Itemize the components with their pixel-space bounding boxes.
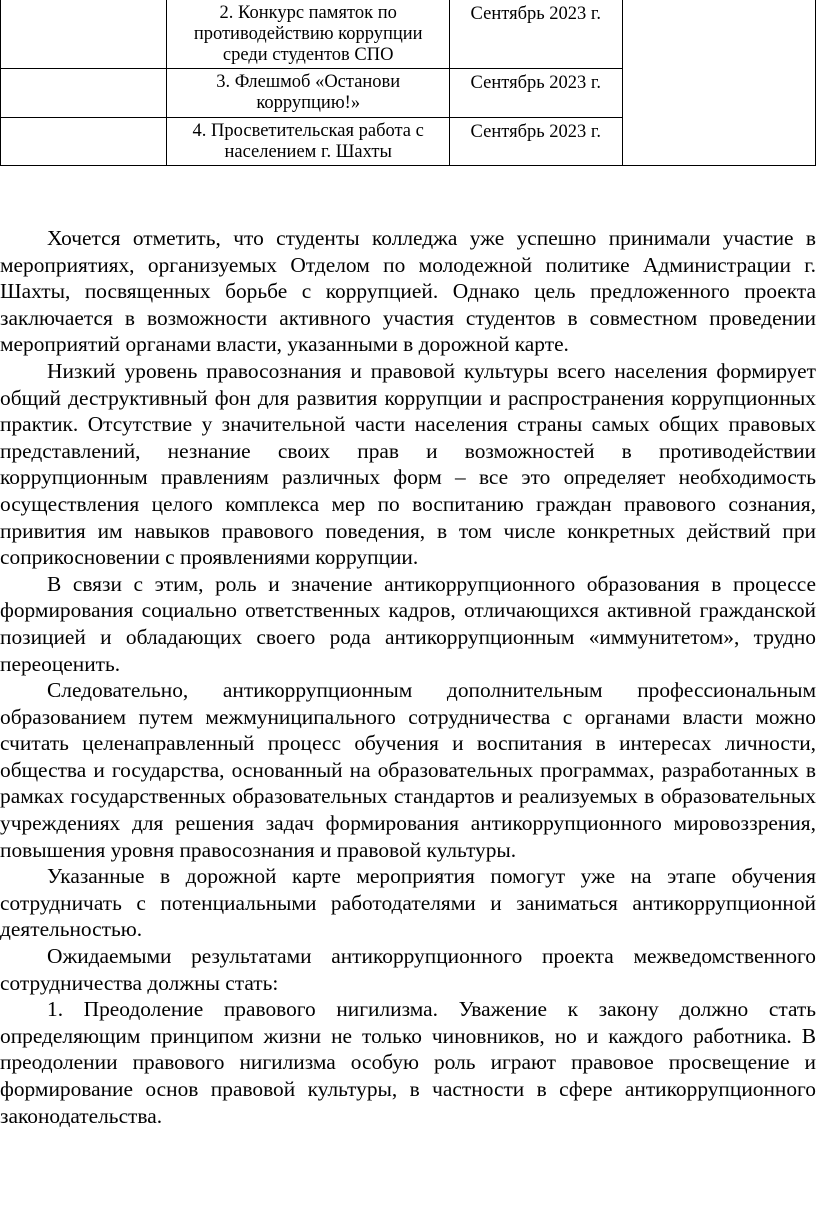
table-cell-blank [1, 118, 167, 166]
table-cell-blank [1, 69, 167, 118]
event-name: 3. Флешмоб «Останови коррупцию!» [167, 69, 450, 118]
event-date: Сентябрь 2023 г. [449, 118, 622, 166]
document-body [0, 225, 816, 1129]
event-date: Сентябрь 2023 г. [449, 69, 622, 118]
table-cell-blank [622, 0, 815, 166]
paragraph: Следовательно, антикоррупционным дополнительным профессиональным образованием путем межмуниципального сотрудничества с органами власти можно считать целенаправленный процесс обучения и воспитания в интересах личности, общества и государства, основанный на образовательных программах, разработанных в рамках государственных образовательных стандартов и реализуемых в образовательных учреждениях для решения задач формирования антикоррупционного мировоззрения, повышения уровня правосознания и правовой культуры. [0, 678, 816, 862]
paragraph: Указанные в дорожной карте мероприятия помогут уже на этапе обучения сотрудничать с потенциальными работодателями и заниматься антикоррупционной деятельностью. [0, 864, 816, 942]
event-date: Сентябрь 2023 г. [449, 0, 622, 69]
event-name: 2. Конкурс памяток по противодействию коррупции среди студентов СПО [167, 0, 450, 69]
event-name: 4. Просветительская работа с населением г. Шахты [167, 118, 450, 166]
paragraph: В связи с этим, роль и значение антикоррупционного образования в процессе формирования социально ответственных кадров, отличающихся активной гражданской позицией и обладающих своего рода антикоррупционным «иммунитетом», трудно переоценить. [0, 571, 816, 676]
paragraph: Низкий уровень правосознания и правовой культуры всего населения формирует общий деструктивный фон для развития коррупции и распространения коррупционных практик. Отсутствие у значительной части населения страны самых общих правовых представлений, незнание своих прав и возможностей в противодействии коррупционным правлениям различных форм – все это определяет необходимость осуществления целого комплекса мер по воспитанию граждан правового сознания, привития им навыков правового поведения, в том числе конкретных действий при соприкосновении с проявлениями коррупции. [0, 358, 816, 570]
table-cell-blank [1, 0, 167, 69]
paragraph: Хочется отметить, что студенты колледжа уже успешно принимали участие в мероприятиях, организуемых Отделом по молодежной политике Администрации г. Шахты, посвященных борьбе с коррупцией. Однако цель предложенного проекта заключается в возможности активного участия студентов в совместном проведении мероприятий органами власти, указанными в дорожной карте. [0, 226, 816, 357]
paragraph: Ожидаемыми результатами антикоррупционного проекта межведомственного сотрудничества должны стать: [0, 944, 816, 995]
table-row [1, 0, 816, 69]
events-table [0, 0, 816, 166]
paragraph: 1. Преодоление правового нигилизма. Уважение к закону должно стать определяющим принципом жизни не только чиновников, но и каждого работника. В преодолении правового нигилизма особую роль играют правовое просвещение и формирование основ правовой культуры, в частности в сфере антикоррупционного законодательства. [0, 997, 816, 1128]
